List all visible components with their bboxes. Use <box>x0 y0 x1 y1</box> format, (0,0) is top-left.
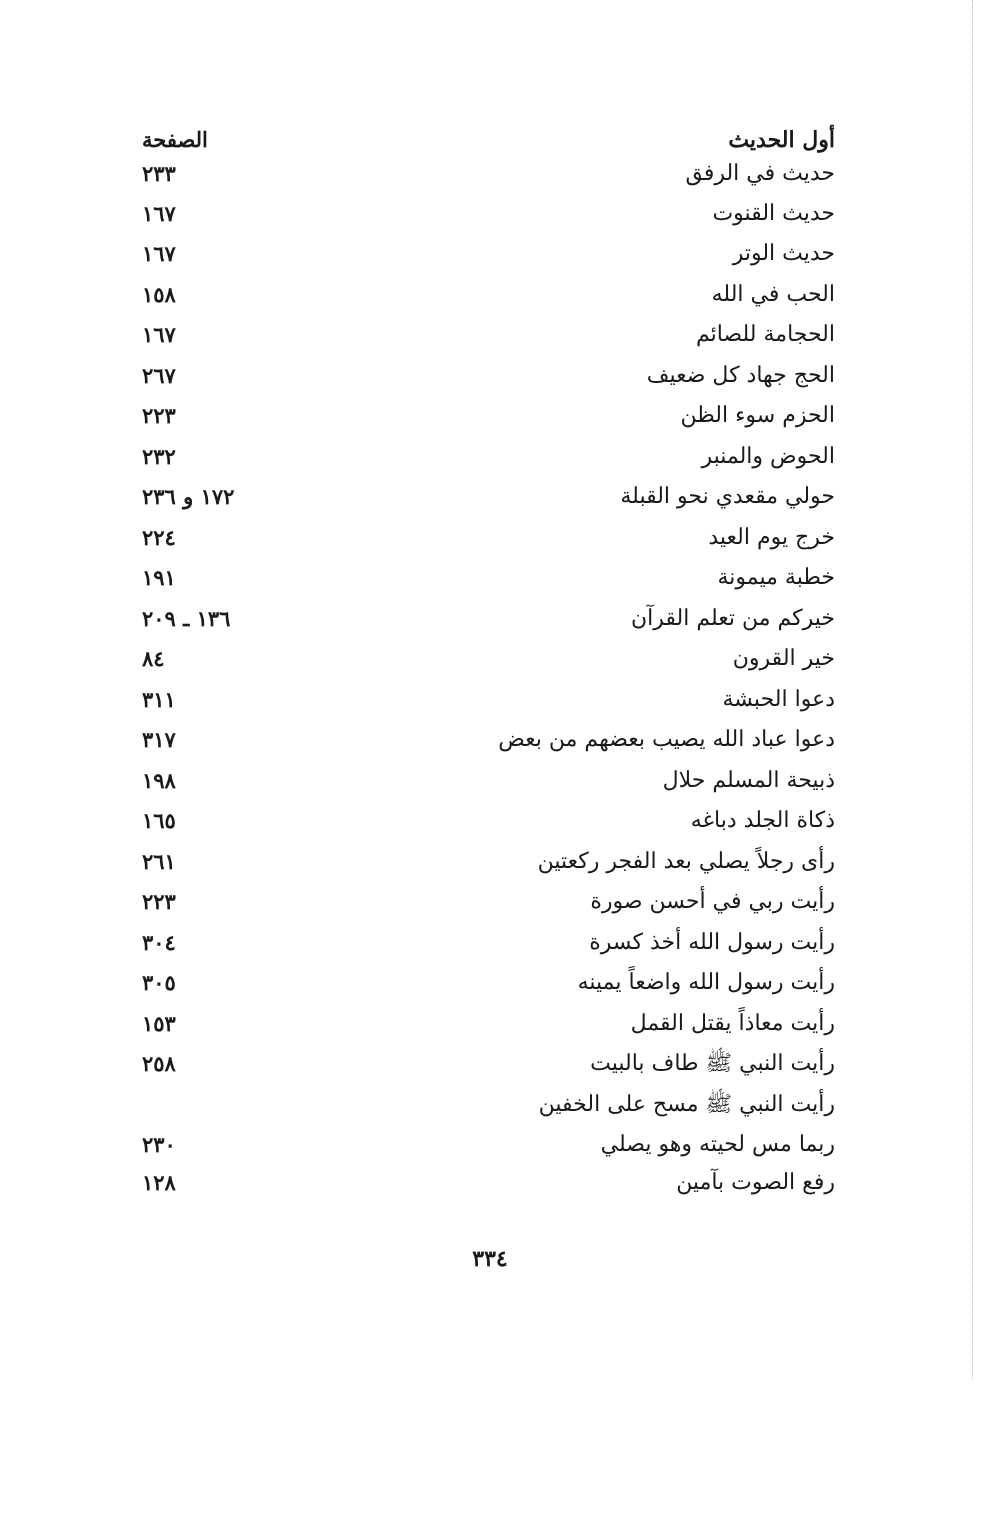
entry-title: رأى رجلاً يصلي بعد الفجر ركعتين <box>537 849 835 874</box>
entry-page: ٢٣٣ <box>142 161 176 186</box>
entry-title: خيركم من تعلم القرآن <box>630 606 835 631</box>
entry-title: رأيت ربي في أحسن صورة <box>590 889 835 914</box>
index-entry <box>130 318 835 352</box>
entry-title: الحجامة للصائم <box>695 322 835 347</box>
entry-page: ١٥٨ <box>142 282 176 307</box>
entry-title: الحج جهاد كل ضعيف <box>646 363 835 388</box>
index-entry <box>130 966 835 1000</box>
index-entry <box>130 602 835 636</box>
column-header-page: الصفحة <box>142 127 208 152</box>
index-entry <box>130 561 835 595</box>
entry-page: ١٦٥ <box>142 808 176 833</box>
entry-title: ذبيحة المسلم حلال <box>662 768 835 793</box>
entry-page: ٨٤ <box>142 646 165 671</box>
entry-page: ١٣٦ ـ ٢٠٩ <box>142 606 231 631</box>
entry-title: خير القرون <box>732 646 835 671</box>
entry-title: حديث القنوت <box>712 201 835 226</box>
index-entry <box>130 804 835 838</box>
entry-title: الحوض والمنبر <box>701 444 835 469</box>
entry-page: ٣٠٤ <box>142 930 176 955</box>
entry-page: ١٩١ <box>142 565 176 590</box>
index-entry <box>130 480 835 514</box>
entry-page: ١٦٧ <box>142 201 176 226</box>
index-entry <box>130 157 835 191</box>
entry-page: ٢٢٤ <box>142 525 176 550</box>
entry-title: رأيت رسول الله أخذ كسرة <box>589 930 835 955</box>
index-entry <box>130 683 835 717</box>
index-entry <box>130 1128 835 1162</box>
entry-page: ١٦٧ <box>142 322 176 347</box>
index-entry <box>130 926 835 960</box>
index-entry <box>130 1088 835 1122</box>
index-entry <box>130 521 835 555</box>
index-entry <box>130 1007 835 1041</box>
entry-title: الحزم سوء الظن <box>680 403 835 428</box>
entry-page: ١٩٨ <box>142 768 176 793</box>
index-entry <box>130 359 835 393</box>
entry-page: ٢٢٣ <box>142 889 176 914</box>
entry-title: دعوا الحبشة <box>722 687 835 712</box>
index-entry <box>130 723 835 757</box>
entry-page: ٣١١ <box>142 687 176 712</box>
index-entry <box>130 399 835 433</box>
entry-page: ٢٦١ <box>142 849 176 874</box>
entry-page: ٢٢٣ <box>142 403 176 428</box>
entry-page: ٢٣٢ <box>142 444 176 469</box>
index-entry <box>130 642 835 676</box>
index-entry <box>130 764 835 798</box>
index-entry <box>130 1047 835 1081</box>
entry-title: رأيت رسول الله واضعاً يمينه <box>577 970 835 995</box>
index-entry <box>130 885 835 919</box>
page-number: ٣٣٤ <box>472 1246 508 1272</box>
entry-page: ٢٥٨ <box>142 1051 176 1076</box>
index-entry <box>130 237 835 271</box>
entry-page: ١٦٧ <box>142 241 176 266</box>
entry-title: دعوا عباد الله يصيب بعضهم من بعض <box>498 727 835 752</box>
entry-title: ربما مس لحيته وهو يصلي <box>600 1132 835 1157</box>
entry-page: ٢٦٧ <box>142 363 176 388</box>
index-entry <box>130 278 835 312</box>
column-header-hadith-start: أول الحديث <box>728 127 835 153</box>
entry-title: حديث في الرفق <box>685 161 835 186</box>
column-header-row <box>130 123 835 157</box>
entry-page: ٣١٧ <box>142 727 176 752</box>
entry-page: ٣٠٥ <box>142 970 176 995</box>
index-entry <box>130 1166 835 1200</box>
entry-title: خرج يوم العيد <box>708 525 835 550</box>
index-entry <box>130 440 835 474</box>
entry-title: رأيت معاذاً يقتل القمل <box>630 1011 835 1036</box>
entry-title: خطبة ميمونة <box>717 565 835 590</box>
entry-page: ١٧٢ و ٢٣٦ <box>142 484 235 509</box>
entry-title: رأيت النبي ﷺ مسح على الخفين <box>538 1092 835 1117</box>
index-entry <box>130 845 835 879</box>
entry-title: حديث الوتر <box>732 241 835 266</box>
index-entry <box>130 197 835 231</box>
entry-page: ٢٣٠ <box>142 1132 176 1157</box>
entry-title: رفع الصوت بآمين <box>676 1170 835 1195</box>
scan-edge-dots <box>972 0 973 1380</box>
entry-title: الحب في الله <box>711 282 835 307</box>
entry-title: حولي مقعدي نحو القبلة <box>620 484 835 509</box>
entry-title: رأيت النبي ﷺ طاف بالبيت <box>590 1051 835 1076</box>
entry-title: ذكاة الجلد دباغه <box>690 808 835 833</box>
entry-page: ١٢٨ <box>142 1170 176 1195</box>
entry-page: ١٥٣ <box>142 1011 176 1036</box>
